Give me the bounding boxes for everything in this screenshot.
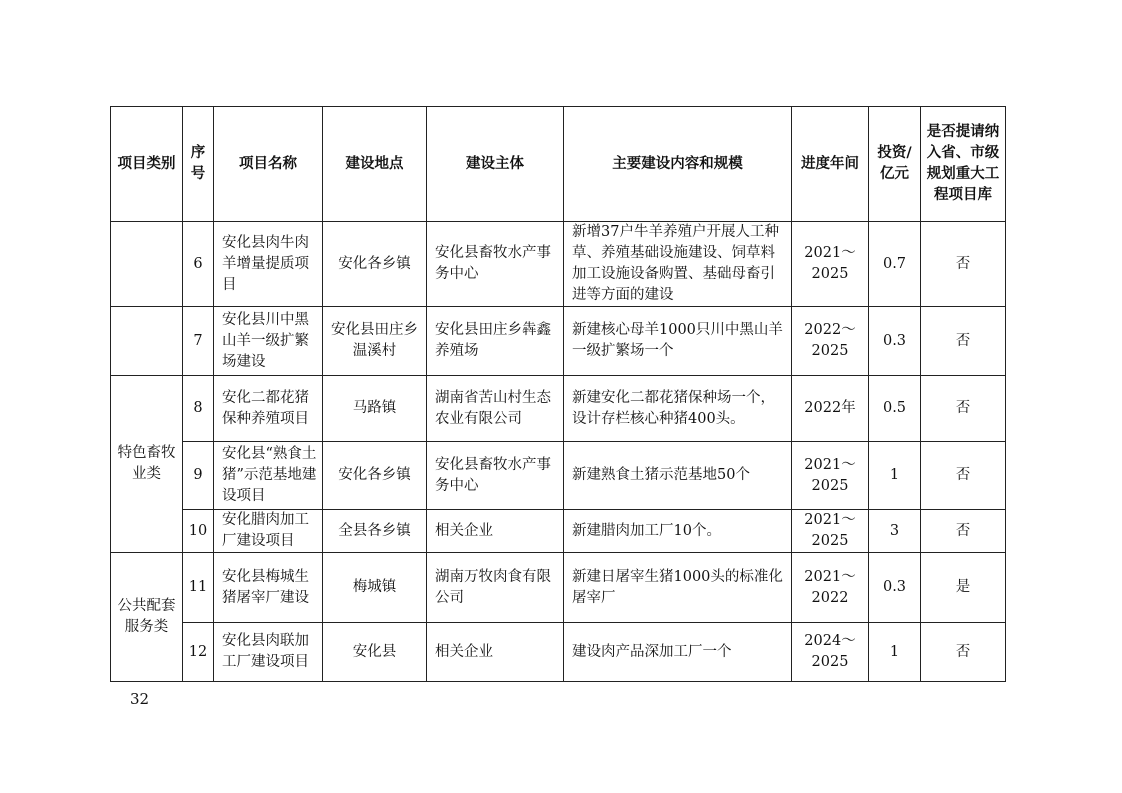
row-content: 新增37户牛羊养殖户开展人工种草、养殖基础设施建设、饲草料加工设施设备购置、基础母畜引进等方面的建设 (564, 222, 792, 307)
header-location: 建设地点 (323, 107, 427, 222)
row-library: 否 (921, 442, 1006, 510)
row-period: 2021～2025 (792, 510, 869, 553)
header-seq: 序号 (183, 107, 214, 222)
category-public-service: 公共配套服务类 (111, 553, 183, 682)
row-period: 2022年 (792, 376, 869, 442)
row-content: 建设肉产品深加工厂一个 (564, 623, 792, 682)
row-owner: 安化县田庄乡犇鑫养殖场 (427, 307, 564, 376)
row-content: 新建核心母羊1000只川中黑山羊一级扩繁场一个 (564, 307, 792, 376)
row-invest: 1 (869, 623, 921, 682)
row-period: 2021～2025 (792, 442, 869, 510)
row-seq: 10 (183, 510, 214, 553)
row-name: 安化县川中黑山羊一级扩繁场建设 (214, 307, 323, 376)
row-invest: 3 (869, 510, 921, 553)
row-library: 是 (921, 553, 1006, 623)
row-period: 2024～2025 (792, 623, 869, 682)
header-name: 项目名称 (214, 107, 323, 222)
header-library: 是否提请纳入省、市级规划重大工程项目库 (921, 107, 1006, 222)
table-row (111, 623, 1006, 682)
row-location: 安化各乡镇 (323, 442, 427, 510)
row-library: 否 (921, 222, 1006, 307)
row-owner: 安化县畜牧水产事务中心 (427, 442, 564, 510)
row-seq: 12 (183, 623, 214, 682)
category-special-livestock: 特色畜牧业类 (111, 376, 183, 553)
row-location: 安化县 (323, 623, 427, 682)
row-library: 否 (921, 307, 1006, 376)
row-invest: 0.7 (869, 222, 921, 307)
table-row (111, 442, 1006, 510)
row-invest: 0.3 (869, 553, 921, 623)
row-name: 安化县肉牛肉羊增量提质项目 (214, 222, 323, 307)
row-seq: 6 (183, 222, 214, 307)
row-owner: 相关企业 (427, 623, 564, 682)
project-table (110, 106, 1006, 682)
row-invest: 0.3 (869, 307, 921, 376)
row-invest: 0.5 (869, 376, 921, 442)
category-cell-empty (111, 307, 183, 376)
row-owner: 安化县畜牧水产事务中心 (427, 222, 564, 307)
row-content: 新建日屠宰生猪1000头的标准化屠宰厂 (564, 553, 792, 623)
row-location: 马路镇 (323, 376, 427, 442)
row-owner: 湖南万牧肉食有限公司 (427, 553, 564, 623)
header-period: 进度年间 (792, 107, 869, 222)
category-cell-empty (111, 222, 183, 307)
row-name: 安化县梅城生猪屠宰厂建设 (214, 553, 323, 623)
row-owner: 湖南省苦山村生态农业有限公司 (427, 376, 564, 442)
row-owner: 相关企业 (427, 510, 564, 553)
header-invest: 投资/亿元 (869, 107, 921, 222)
row-seq: 8 (183, 376, 214, 442)
row-seq: 9 (183, 442, 214, 510)
header-category: 项目类别 (111, 107, 183, 222)
table-row (111, 307, 1006, 376)
row-location: 全县各乡镇 (323, 510, 427, 553)
row-library: 否 (921, 510, 1006, 553)
row-content: 新建安化二都花猪保种场一个，设计存栏核心种猪400头。 (564, 376, 792, 442)
row-period: 2021～2025 (792, 222, 869, 307)
header-owner: 建设主体 (427, 107, 564, 222)
header-content: 主要建设内容和规模 (564, 107, 792, 222)
row-name: 安化县“熟食土猪”示范基地建设项目 (214, 442, 323, 510)
page-number: 32 (130, 690, 150, 708)
header-row (111, 107, 1006, 222)
row-invest: 1 (869, 442, 921, 510)
row-library: 否 (921, 376, 1006, 442)
row-location: 安化各乡镇 (323, 222, 427, 307)
row-name: 安化二都花猪保种养殖项目 (214, 376, 323, 442)
row-name: 安化腊肉加工厂建设项目 (214, 510, 323, 553)
table-row (111, 510, 1006, 553)
row-location: 安化县田庄乡温溪村 (323, 307, 427, 376)
table-row (111, 376, 1006, 442)
row-seq: 11 (183, 553, 214, 623)
row-content: 新建熟食土猪示范基地50个 (564, 442, 792, 510)
row-content: 新建腊肉加工厂10个。 (564, 510, 792, 553)
table-row (111, 222, 1006, 307)
row-location: 梅城镇 (323, 553, 427, 623)
row-period: 2022～2025 (792, 307, 869, 376)
table-row (111, 553, 1006, 623)
row-name: 安化县肉联加工厂建设项目 (214, 623, 323, 682)
row-library: 否 (921, 623, 1006, 682)
row-period: 2021～2022 (792, 553, 869, 623)
row-seq: 7 (183, 307, 214, 376)
